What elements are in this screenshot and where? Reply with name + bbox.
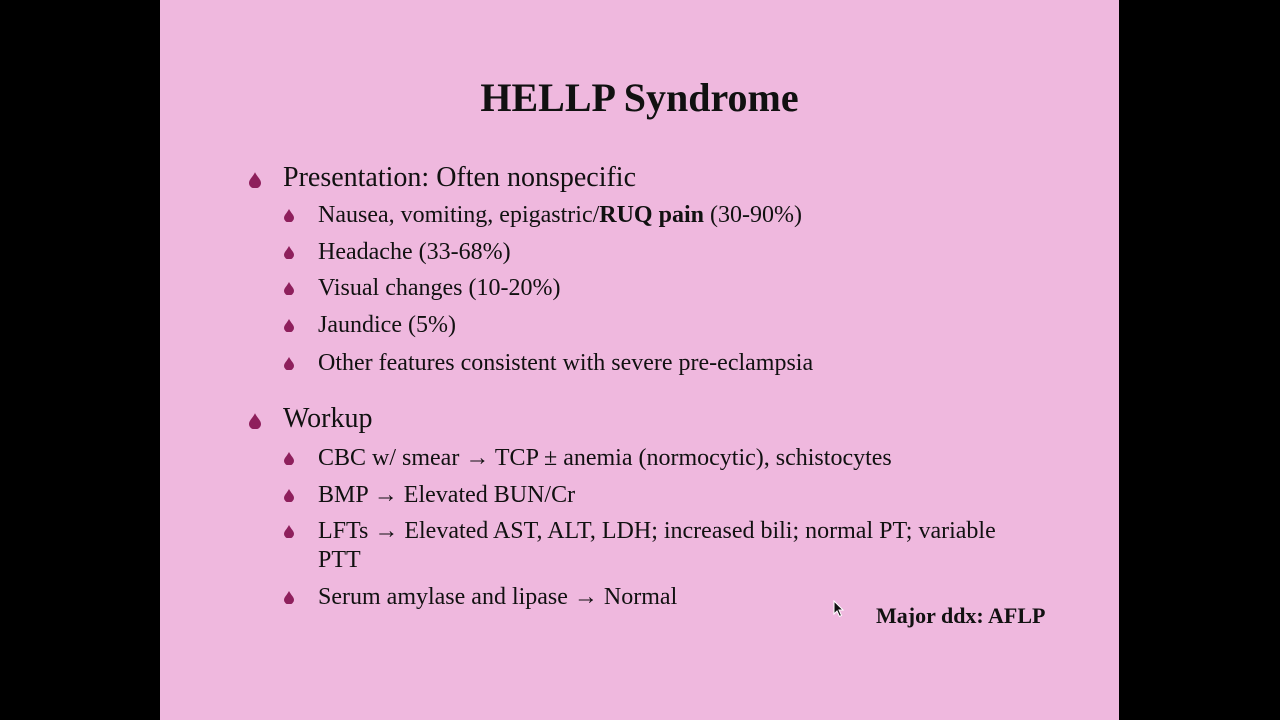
drop-bullet-icon [284, 319, 294, 332]
bullet-text: Headache (33-68%) [318, 239, 511, 265]
drop-bullet-icon [284, 525, 294, 538]
drop-bullet-icon [284, 357, 294, 370]
sub-bullet-visual [318, 274, 560, 303]
bullet-text: Jaundice (5%) [318, 312, 456, 338]
sub-bullet-other [318, 349, 813, 378]
drop-bullet-icon [284, 452, 294, 465]
differential-note: Major ddx: AFLP [876, 603, 1046, 628]
sub-bullet-jaundice [318, 311, 456, 340]
bullet-text-bold: RUQ pain [599, 202, 704, 228]
bullet-text: (30-90%) [703, 202, 802, 228]
drop-bullet-icon [249, 413, 261, 429]
drop-bullet-icon [249, 172, 261, 188]
bullet-text: CBC w/ smear → TCP ± anemia (normocytic), schistocytes [318, 445, 892, 471]
bullet-text: Nausea, vomiting, epigastric/ [318, 202, 600, 228]
bullet-text: Serum amylase and lipase → Normal [318, 584, 678, 610]
mouse-cursor-icon [833, 600, 845, 618]
slide [160, 0, 1119, 720]
sub-bullet-amylase [318, 583, 677, 612]
bullet-presentation [283, 162, 636, 194]
drop-bullet-icon [284, 209, 294, 222]
bullet-text: LFTs → Elevated AST, ALT, LDH; increased bili; normal PT; variable PTT [318, 518, 996, 573]
drop-bullet-icon [284, 246, 294, 259]
bullet-text: Presentation: Often nonspecific [283, 162, 637, 193]
drop-bullet-icon [284, 591, 294, 604]
bullet-text: Other features consistent with severe pre-eclampsia [318, 350, 814, 376]
bullet-text: Visual changes (10-20%) [318, 275, 561, 301]
slide-title: HELLP Syndrome [480, 75, 799, 120]
sub-bullet-lfts [318, 517, 1038, 575]
sub-bullet-headache [318, 238, 511, 267]
drop-bullet-icon [284, 489, 294, 502]
sub-bullet-cbc [318, 444, 892, 473]
bullet-workup [283, 403, 373, 435]
drop-bullet-icon [284, 282, 294, 295]
bullet-text: Workup [283, 403, 373, 434]
sub-bullet-bmp [318, 481, 575, 510]
bullet-text: BMP → Elevated BUN/Cr [318, 482, 576, 508]
sub-bullet-symptoms [318, 201, 802, 230]
